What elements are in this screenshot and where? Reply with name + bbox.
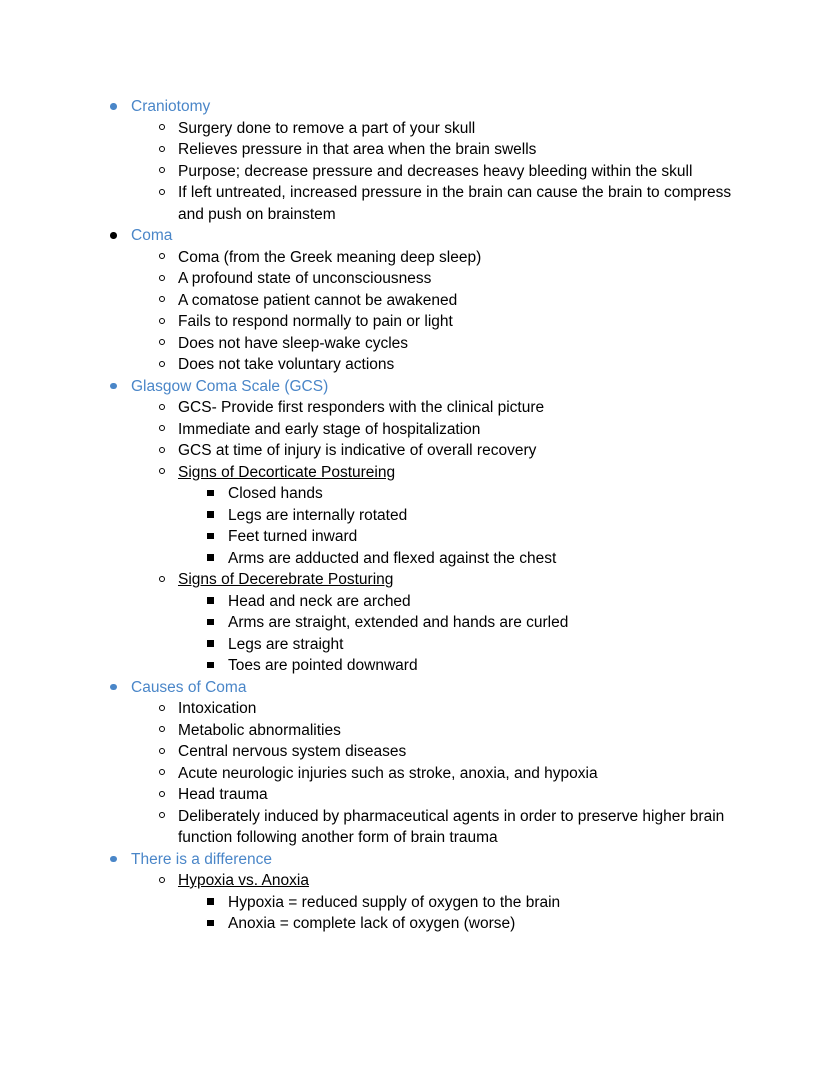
outline-row: [110, 677, 746, 699]
list-bullet-level3-icon: [207, 548, 228, 570]
bullet-glyph: [159, 404, 165, 410]
list-bullet-level1-icon: [110, 225, 131, 247]
outline-heading-there-is-a-difference: [110, 849, 746, 935]
outline-row: [207, 483, 746, 505]
outline-row: [159, 784, 746, 806]
outline-row: [159, 118, 746, 140]
list-bullet-level2-icon: [159, 333, 178, 355]
bullet-glyph: [159, 425, 165, 431]
bullet-glyph: [207, 640, 214, 647]
bullet-glyph: [159, 296, 165, 302]
outline-row: [110, 225, 746, 247]
outline-item-does-not-have-sleep-wake-cycles: [159, 333, 746, 355]
outline-heading-coma: [110, 225, 746, 376]
outline-text: Does not take voluntary actions: [178, 356, 395, 373]
bullet-glyph: [110, 856, 117, 863]
bullet-glyph: [159, 791, 165, 797]
outline-text: A comatose patient cannot be awakened: [178, 291, 458, 309]
bullet-glyph: [159, 705, 165, 711]
outline-row: [159, 870, 746, 892]
bullet-glyph: [110, 103, 117, 110]
outline-text: Central nervous system diseases: [178, 743, 407, 760]
outline-row: [159, 182, 746, 225]
bullet-glyph: [110, 684, 117, 691]
outline-item-does-not-take-voluntary-actions: [159, 354, 746, 376]
outline-sublist-level3: [159, 892, 746, 935]
outline-text: Glasgow Coma Scale (GCS): [131, 377, 329, 395]
outline-text: Feet turned inward: [228, 528, 358, 545]
list-bullet-level2-icon: [159, 311, 178, 333]
outline-item-gcs-at-time-of-injury-is-indicative-of-o: [159, 440, 746, 462]
outline-text: Closed hands: [228, 485, 323, 502]
outline-text: Deliberately induced by pharmaceutical agents in order to preserve higher brain function following another form of brain trauma: [178, 807, 725, 846]
outline-text: Legs are straight: [228, 635, 344, 653]
outline-item-hypoxia-reduced-supply-of-oxygen-to-the-: [207, 892, 746, 914]
outline-item-deliberately-induced-by-pharmaceutical-a: [159, 806, 746, 849]
outline-text: [178, 569, 746, 591]
outline-text: A profound state of unconsciousness: [178, 270, 432, 287]
outline-row: [207, 526, 746, 548]
outline-row: [159, 720, 746, 742]
outline-text: Does not have sleep-wake cycles: [178, 334, 409, 352]
outline-heading-craniotomy: [110, 96, 746, 225]
outline-item-toes-are-pointed-downward: [207, 655, 746, 677]
list-bullet-level2-icon: [159, 784, 178, 806]
outline-item-gcs-provide-first-responders-with-the-cl: [159, 397, 746, 419]
outline-sublist-level2: [110, 118, 746, 226]
outline-item-anoxia-complete-lack-of-oxygen-worse: [207, 913, 746, 935]
list-bullet-level2-icon: [159, 419, 178, 441]
list-bullet-level3-icon: [207, 591, 228, 613]
outline-item-arms-are-adducted-and-flexed-against-the: [207, 548, 746, 570]
bullet-glyph: [207, 898, 214, 905]
outline-item-acute-neurologic-injuries-such-as-stroke: [159, 763, 746, 785]
outline-text: Surgery done to remove a part of your skull: [178, 119, 476, 137]
outline-row: [159, 333, 746, 355]
outline-item-a-profound-state-of-unconsciousness: [159, 268, 746, 290]
outline-text: Arms are adducted and flexed against the chest: [228, 549, 557, 567]
outline-text: There is a difference: [131, 850, 273, 868]
list-bullet-level2-icon: [159, 161, 178, 183]
list-bullet-level2-icon: [159, 698, 178, 720]
bullet-glyph: [159, 576, 165, 582]
list-bullet-level2-icon: [159, 741, 178, 763]
list-bullet-level2-icon: [159, 569, 178, 591]
bullet-glyph: [207, 597, 214, 604]
list-bullet-level3-icon: [207, 892, 228, 914]
outline-item-immediate-and-early-stage-of-hospitaliza: [159, 419, 746, 441]
outline-row: [159, 741, 746, 763]
outline-text: Head and neck are arched: [228, 592, 411, 610]
bullet-glyph: [207, 554, 214, 561]
bullet-glyph: [159, 468, 165, 474]
outline-row: [207, 505, 746, 527]
list-bullet-level2-icon: [159, 290, 178, 312]
list-bullet-level2-icon: [159, 763, 178, 785]
outline-item-surgery-done-to-remove-a-part-of-your-sk: [159, 118, 746, 140]
outline-row: [159, 247, 746, 269]
outline-text: GCS- Provide first responders with the clinical picture: [178, 399, 545, 416]
bullet-glyph: [207, 490, 214, 497]
list-bullet-level3-icon: [207, 612, 228, 634]
bullet-glyph: [159, 318, 165, 324]
outline-item-legs-are-internally-rotated: [207, 505, 746, 527]
outline-text: Immediate and early stage of hospitalization: [178, 420, 481, 438]
outline-row: [207, 634, 746, 656]
outline-row: [159, 290, 746, 312]
bullet-glyph: [159, 726, 165, 732]
outline-text: Craniotomy: [131, 98, 211, 115]
bullet-glyph: [110, 232, 117, 239]
list-bullet-level2-icon: [159, 354, 178, 376]
list-bullet-level1-icon: [110, 677, 131, 699]
outline-row: [207, 913, 746, 935]
outline-item-head-and-neck-are-arched: [207, 591, 746, 613]
list-bullet-level3-icon: [207, 655, 228, 677]
bullet-glyph: [159, 812, 165, 818]
outline-item-purpose-decrease-pressure-and-decreases-: [159, 161, 746, 183]
outline-text: Arms are straight, extended and hands are curled: [228, 614, 569, 631]
outline-row: [159, 311, 746, 333]
bullet-glyph: [159, 361, 165, 367]
outline-row: [159, 397, 746, 419]
bullet-glyph: [110, 383, 117, 390]
outline-row: [159, 268, 746, 290]
list-bullet-level1-icon: [110, 96, 131, 118]
bullet-glyph: [159, 769, 165, 775]
outline-item-closed-hands: [207, 483, 746, 505]
outline-text: If left untreated, increased pressure in the brain can cause the brain to compress and push on brainstem: [178, 184, 732, 223]
outline-sublist-level2: [110, 247, 746, 376]
outline-item-legs-are-straight: [207, 634, 746, 656]
list-bullet-level2-icon: [159, 870, 178, 892]
outline-item-intoxication: [159, 698, 746, 720]
bullet-glyph: [159, 146, 165, 152]
outline-row: [159, 354, 746, 376]
outline-item-metabolic-abnormalities: [159, 720, 746, 742]
bullet-glyph: [159, 339, 165, 345]
outline-item-signs-of-decorticate-postureing: [159, 462, 746, 570]
outline-item-hypoxia-vs-anoxia: [159, 870, 746, 935]
bullet-glyph: [159, 275, 165, 281]
outline-text: Toes are pointed downward: [228, 657, 418, 674]
outline-text: [178, 462, 746, 484]
underlined-subheading: Signs of Decerebrate Posturing: [178, 571, 394, 588]
outline-text: Coma: [131, 227, 173, 244]
outline-row: [207, 612, 746, 634]
outline-sublist-level2: [110, 870, 746, 935]
outline-item-feet-turned-inward: [207, 526, 746, 548]
outline-text: Relieves pressure in that area when the brain swells: [178, 141, 537, 158]
bullet-glyph: [207, 511, 214, 518]
outline-text: Metabolic abnormalities: [178, 721, 341, 739]
outline-sublist-level2: [110, 397, 746, 677]
outline-item-arms-are-straight-extended-and-hands-are: [207, 612, 746, 634]
underlined-subheading: Signs of Decorticate Postureing: [178, 463, 396, 481]
outline-text: GCS at time of injury is indicative of overall recovery: [178, 442, 537, 459]
outline-item-coma-from-the-greek-meaning-deep-sleep: [159, 247, 746, 269]
outline-text: Anoxia = complete lack of oxygen (worse): [228, 915, 516, 932]
bullet-glyph: [159, 748, 165, 754]
outline-row: [159, 806, 746, 849]
outline-text: Purpose; decrease pressure and decreases heavy bleeding within the skull: [178, 162, 693, 180]
list-bullet-level2-icon: [159, 139, 178, 161]
outline-row: [207, 655, 746, 677]
underlined-subheading: Hypoxia vs. Anoxia: [178, 872, 309, 889]
list-bullet-level1-icon: [110, 849, 131, 871]
outline-row: [207, 892, 746, 914]
list-bullet-level2-icon: [159, 720, 178, 742]
outline-row: [159, 139, 746, 161]
bullet-glyph: [159, 877, 165, 883]
list-bullet-level2-icon: [159, 247, 178, 269]
outline-row: [207, 591, 746, 613]
bullet-glyph: [159, 447, 165, 453]
list-bullet-level2-icon: [159, 397, 178, 419]
outline-text: Causes of Coma: [131, 678, 247, 696]
bullet-glyph: [159, 189, 165, 195]
outline-item-fails-to-respond-normally-to-pain-or-lig: [159, 311, 746, 333]
outline-sublist-level3: [159, 483, 746, 569]
outline-text: Head trauma: [178, 786, 268, 803]
list-bullet-level2-icon: [159, 462, 178, 484]
outline-row: [110, 376, 746, 398]
outline-item-central-nervous-system-diseases: [159, 741, 746, 763]
outline-text: Hypoxia = reduced supply of oxygen to the brain: [228, 893, 561, 911]
bullet-glyph: [207, 533, 214, 540]
outline-list: [110, 96, 746, 935]
bullet-glyph: [159, 167, 165, 173]
list-bullet-level2-icon: [159, 440, 178, 462]
list-bullet-level3-icon: [207, 634, 228, 656]
list-bullet-level2-icon: [159, 118, 178, 140]
outline-row: [159, 763, 746, 785]
list-bullet-level2-icon: [159, 806, 178, 828]
outline-text: Legs are internally rotated: [228, 506, 408, 524]
outline-heading-glasgow-coma-scale-gcs: [110, 376, 746, 677]
outline-row: [159, 440, 746, 462]
outline-item-head-trauma: [159, 784, 746, 806]
bullet-glyph: [207, 662, 214, 669]
outline-text: Fails to respond normally to pain or light: [178, 313, 453, 330]
outline-heading-causes-of-coma: [110, 677, 746, 849]
outline-text: Coma (from the Greek meaning deep sleep): [178, 248, 482, 266]
outline-text: Acute neurologic injuries such as stroke, anoxia, and hypoxia: [178, 764, 598, 782]
outline-item-signs-of-decerebrate-posturing: [159, 569, 746, 677]
bullet-glyph: [159, 124, 165, 130]
list-bullet-level3-icon: [207, 483, 228, 505]
list-bullet-level3-icon: [207, 505, 228, 527]
outline-row: [159, 462, 746, 484]
bullet-glyph: [207, 920, 214, 927]
outline-row: [159, 569, 746, 591]
list-bullet-level2-icon: [159, 268, 178, 290]
outline-item-a-comatose-patient-cannot-be-awakened: [159, 290, 746, 312]
list-bullet-level3-icon: [207, 526, 228, 548]
outline-text: [178, 870, 746, 892]
outline-item-if-left-untreated-increased-pressure-in-: [159, 182, 746, 225]
outline-row: [159, 161, 746, 183]
list-bullet-level3-icon: [207, 913, 228, 935]
outline-item-relieves-pressure-in-that-area-when-the-: [159, 139, 746, 161]
outline-sublist-level2: [110, 698, 746, 849]
outline-row: [207, 548, 746, 570]
outline-sublist-level3: [159, 591, 746, 677]
outline-row: [159, 419, 746, 441]
bullet-glyph: [207, 619, 214, 626]
bullet-glyph: [159, 253, 165, 259]
outline-text: Intoxication: [178, 700, 257, 717]
list-bullet-level2-icon: [159, 182, 178, 204]
outline-row: [110, 849, 746, 871]
outline-row: [110, 96, 746, 118]
list-bullet-level1-icon: [110, 376, 131, 398]
outline-row: [159, 698, 746, 720]
